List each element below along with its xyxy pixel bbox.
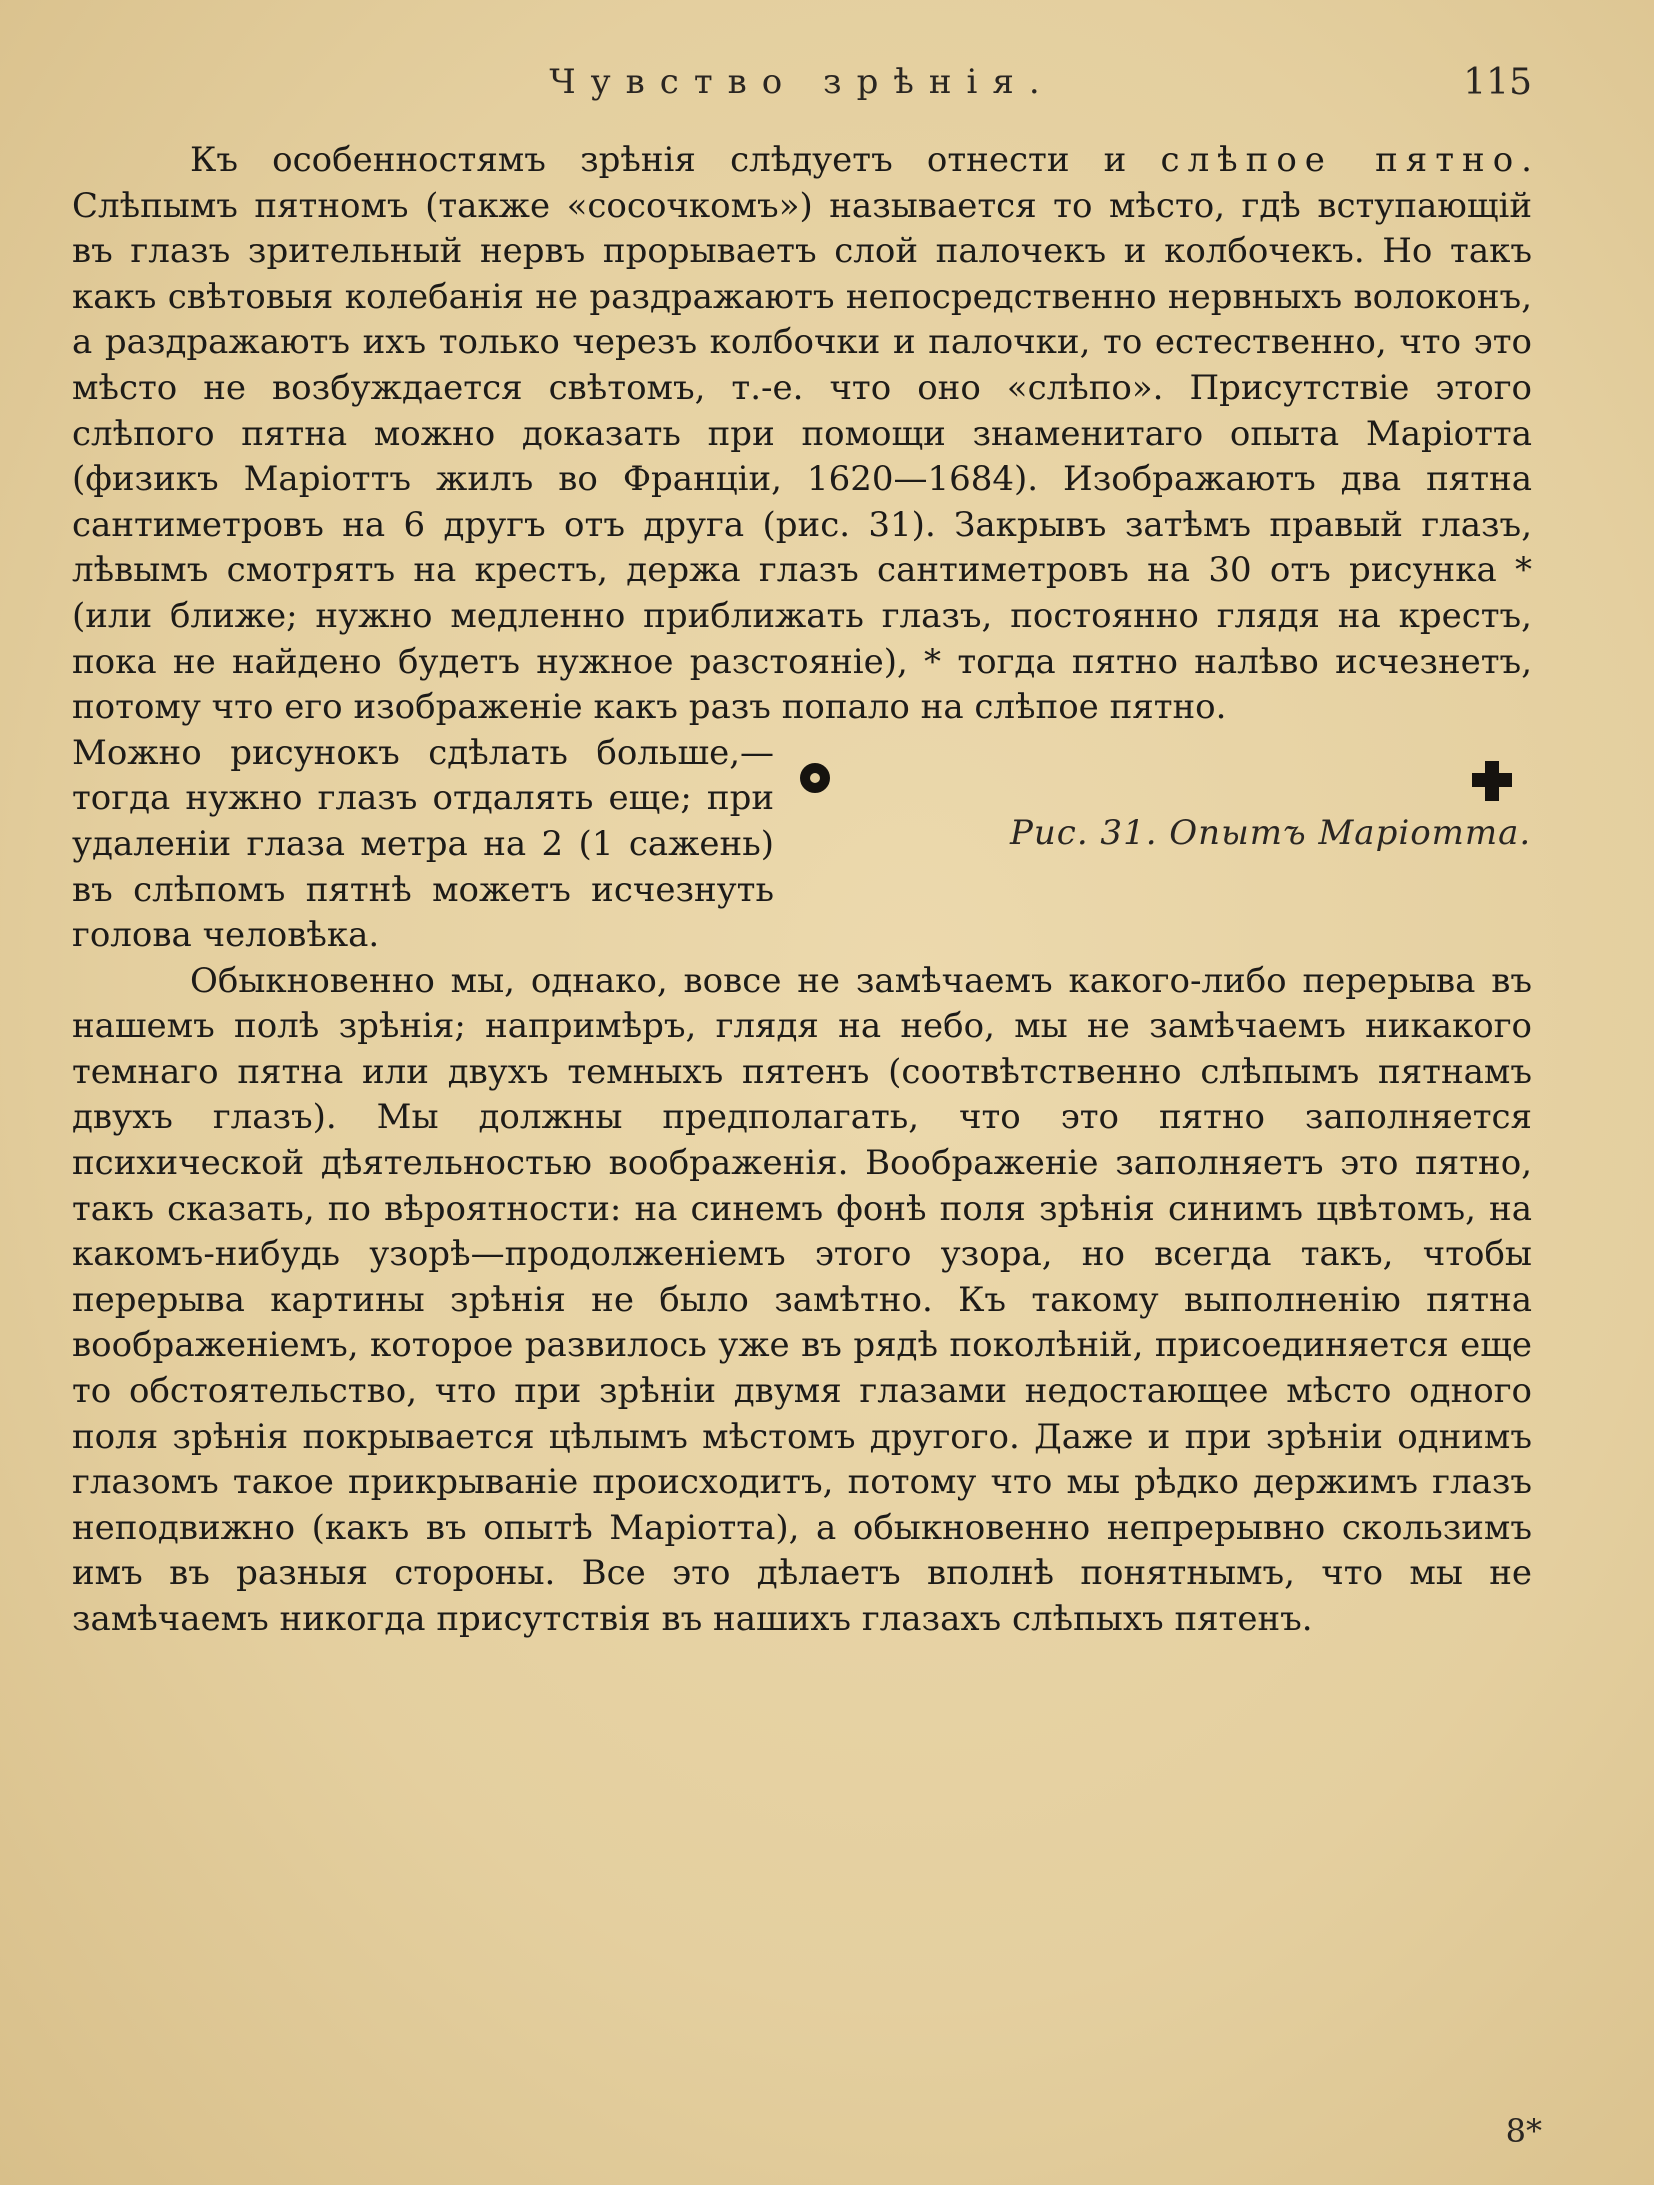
running-title: Чувство зрѣнія. <box>549 62 1055 102</box>
figure-mariotte <box>792 739 1532 919</box>
signature-mark: 8* <box>1505 2112 1542 2150</box>
fixation-cross-icon <box>1472 761 1512 801</box>
term-blind-spot: слѣпое пятно <box>1160 140 1522 180</box>
blind-spot-circle-icon <box>800 763 830 793</box>
page-number: 115 <box>1463 62 1532 103</box>
paragraph-blind-spot <box>72 138 1532 959</box>
paragraph-perception: Обыкновенно мы, однако, вовсе не замѣчаемъ какого-либо перерыва въ нашемъ полѣ зрѣнія; напримѣръ, глядя на небо, мы не замѣчаемъ никакого темнаго пятна или двухъ темныхъ пятенъ (соотвѣтственно слѣпымъ пятнамъ двухъ глазъ). Мы должны предполагать, что это пятно заполняется психической дѣятельностью воображенія. Воображеніе заполняетъ это пятно, такъ сказать, по вѣроятности: на синемъ фонѣ поля зрѣнія синимъ цвѣтомъ, на какомъ-нибудь узорѣ—продолженіемъ этого узора, но всегда такъ, чтобы перерыва картины зрѣнія не было замѣтно. Къ такому выполненію пятна воображеніемъ, которое развилось уже въ рядѣ поколѣній, присоединяется еще то обстоятельство, что при зрѣніи двумя глазами недостающее мѣсто одного поля зрѣнія покрывается цѣлымъ мѣстомъ другого. Даже и при зрѣніи однимъ глазомъ такое прикрываніе происходитъ, потому что мы рѣдко держимъ глазъ неподвижно (какъ въ опытѣ Маріотта), а обыкновенно непрерывно скользимъ имъ въ разныя стороны. Все это дѣлаетъ вполнѣ понятнымъ, что мы не замѣчаемъ никогда присутствія въ нашихъ глазахъ слѣпыхъ пятенъ. <box>72 960 1532 1639</box>
body-text <box>72 138 1532 1643</box>
paragraph-body-continued: Можно рисунокъ сдѣлать больше,—тогда нужно глазъ отдалять еще; при удаленіи глаза метра на 2 (1 сажень) въ слѣпомъ пятнѣ можетъ исчезнуть голова человѣка. <box>72 732 774 956</box>
page-header <box>72 62 1532 112</box>
figure-caption: Рис. 31. Опытъ Маріотта. <box>1010 812 1532 853</box>
paragraph-body: . Слѣпымъ пятномъ (также «сосочкомъ») называется то мѣсто, гдѣ вступающій въ глазъ зрительный нервъ прорываетъ слой палочекъ и колбочекъ. Но такъ какъ свѣтовыя колебанія не раздражаютъ непосредственно нервныхъ волоконъ, а раздражаютъ ихъ только черезъ колбочки и палочки, то естественно, что это мѣсто не возбуждается свѣтомъ, т.-е. что оно «слѣпо». Присутствіе этого слѣпого пятна можно доказать при помощи знаменитаго опыта Маріотта (физикъ Маріоттъ жилъ во Франціи, 1620—1684). Изображаютъ два пятна сантиметровъ на 6 другъ отъ друга (рис. 31). Закрывъ затѣмъ правый глазъ, лѣвымъ смотрятъ на крестъ, держа глазъ сантиметровъ на 30 отъ рисунка * (или ближе; нужно медленно приближать глазъ, постоянно глядя на крестъ, пока не найдено будетъ нужное разстояніе), * тогда пятно налѣво исчезнетъ, потому что его изображеніе какъ разъ попало на слѣпое пятно. <box>72 140 1532 728</box>
paragraph-intro: Къ особенностямъ зрѣнія слѣдуетъ отнести и <box>190 140 1161 180</box>
